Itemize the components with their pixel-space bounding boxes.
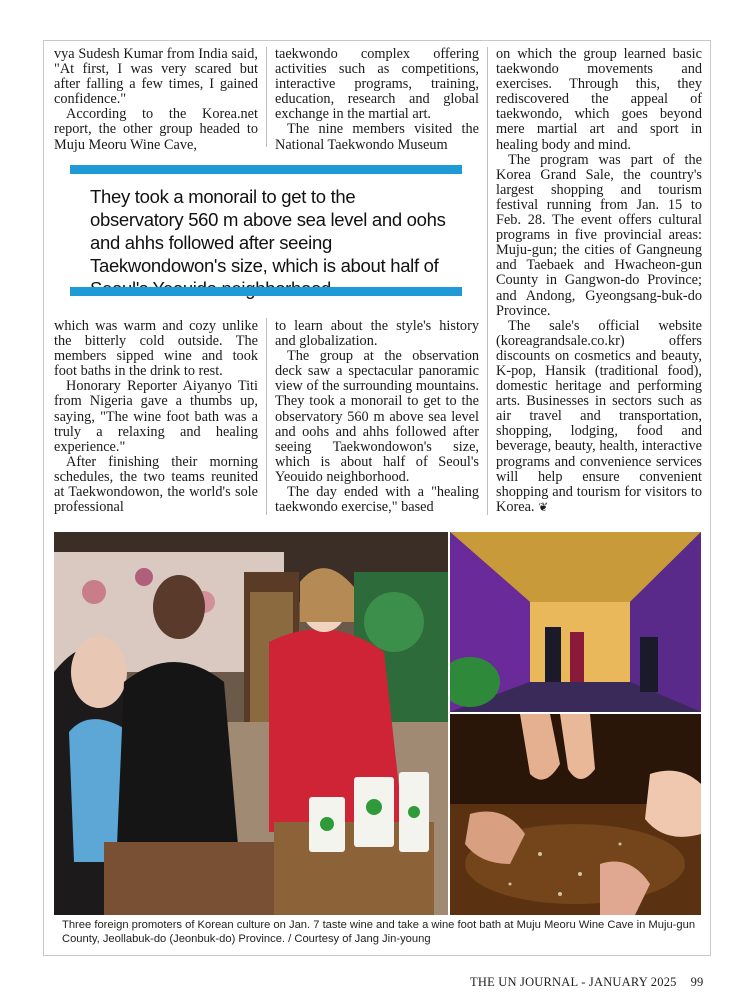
photo-wine-tasting: [54, 532, 448, 915]
paragraph: taekwondo complex offering activities such as competitions, interactive programs, training, education, research and global exchange in the martial art.: [275, 46, 479, 123]
paragraph: Honorary Reporter Aiyanyo Titi from Nigeria gave a thumbs up, saying, "The wine foot bath was a truly a relaxing and healing experience.": [54, 378, 258, 455]
article-column-2-top: [275, 47, 479, 153]
article-column-1-top: [54, 47, 258, 153]
photo-tunnel: [450, 532, 701, 712]
article-column-1-bottom: [54, 319, 258, 515]
article-column-3: [496, 47, 702, 515]
pull-quote-top-bar: [70, 165, 462, 174]
paragraph: which was warm and cozy unlike the bitterly cold outside. The members sipped wine and took foot baths in the drink to rest.: [54, 318, 258, 380]
publication-name: THE UN JOURNAL - JANUARY 2025: [470, 975, 677, 989]
paragraph: The day ended with a "healing taekwondo exercise," based: [275, 484, 479, 516]
paragraph: [496, 319, 702, 515]
paragraph: vya Sudesh Kumar from India said, "At first, I was very scared but after falling a few times, I gained confidence.": [54, 46, 258, 108]
photo-collage: [54, 532, 701, 915]
paragraph: on which the group learned basic taekwondo movements and exercises. Through this, they rediscovered the appeal of taekwondo, which goes beyond mere martial art and sport in healing body and mind.: [496, 46, 702, 153]
pull-quote: [70, 163, 462, 296]
pull-quote-bottom-bar: [70, 287, 462, 296]
paragraph: The program was part of the Korea Grand Sale, the country's largest shopping and tourism festival running from Jan. 15 to Feb. 28. The event offers cultural programs in five provincial areas: Muju-gun; the cities of Gangneung and Taebaek and Hwacheon-gun County in Gangwon-do Province; and Andong, Gyeongsang-buk-do Province.: [496, 151, 702, 319]
column-divider: [487, 47, 488, 515]
paragraph-text: The sale's official website (koreagrandsale.co.kr) offers discounts on cosmetics and beauty, K-pop, Hansik (traditional food), domestic heritage and performing arts. Businesses in sectors such as air travel and transportation, shopping, lodging, food and beverage, beauty, health, interactive programs and convenience services will help ensure convenient shopping and tourism for visitors to Korea.: [496, 317, 702, 515]
paragraph: The nine members visited the National Taekwondo Museum: [275, 121, 479, 153]
photo-caption: Three foreign promoters of Korean culture on Jan. 7 taste wine and take a wine foot bath at Muju Meoru Wine Cave in Muju-gun County, Jeollabuk-do (Jeonbuk-do) Province. / Courtesy of Jang Jin-young: [62, 919, 696, 945]
photo-foot-bath: [450, 714, 701, 915]
page-footer: [470, 975, 710, 990]
paragraph: The group at the observation deck saw a spectacular panoramic view of the surrounding mountains. They took a monorail to get to the observatory 560 m above sea level and oohs and ahhs followed after seeing Taekwondowon's size, which is about half of Seoul's Yeouido neighborhood.: [275, 348, 479, 485]
end-mark-icon: ❦: [538, 499, 549, 514]
pull-quote-text: They took a monorail to get to the observatory 560 m above sea level and oohs and ahhs followed after seeing Taekwondowon's size, which is about half of: [90, 186, 446, 276]
article-column-2-bottom: [275, 319, 479, 515]
paragraph: According to the Korea.net report, the other group headed to Muju Meoru Wine Cave,: [54, 106, 258, 153]
paragraph: to learn about the style's history and globalization.: [275, 318, 479, 350]
column-divider: [266, 318, 267, 515]
paragraph: After finishing their morning schedules, the two teams reunited at Taekwondowon, the world's sole professional: [54, 453, 258, 516]
page-number: 99: [690, 975, 704, 989]
column-divider: [266, 47, 267, 147]
